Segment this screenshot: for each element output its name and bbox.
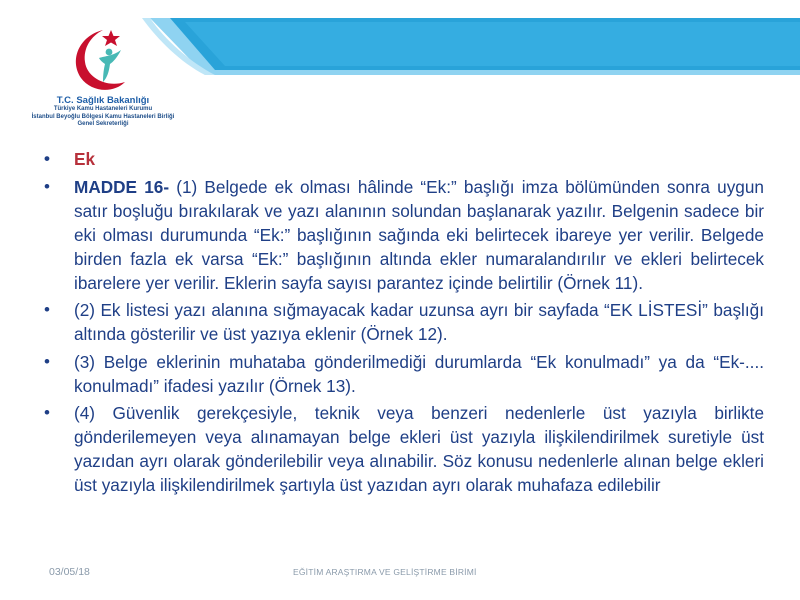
org-line: İstanbul Beyoğlu Bölgesi Kamu Hastaneleri Birliği: [31, 113, 175, 120]
ministry-logo-icon: [63, 26, 143, 94]
logo-block: [18, 26, 188, 129]
section-heading: • Ek: [44, 147, 764, 171]
footer-date: 03/05/18: [49, 566, 90, 578]
paragraph-text: (2) Ek listesi yazı alanına sığmayacak kadar uzunsa ayrı bir sayfada “EK LİSTESİ” başlığı altında gösterilir ve üst yazıya eklenir (Örnek 12).: [74, 300, 764, 344]
paragraph-text: (1) Belgede ek olması hâlinde “Ek:” başlığı imza bölümünden sonra uygun satır boşluğu bırakılarak ve yazı alanının solundan başlanarak yazılır. Belgenin sadece bir eki olması durumunda “Ek:” başlığının sağında eki belirtecek ibareye yer verilir. Belgede birden fazla ek varsa “Ek:” başlığının altında ekler numaralandırılır ve ekleri belirtecek ibarelere yer verilir. Eklerin sayfa sayısı parantez içinde belirtilir (Örnek 11).: [74, 176, 764, 293]
article-label: MADDE 16-: [74, 176, 170, 197]
paragraph-text: (4) Güvenlik gerekçesiyle, teknik veya benzeri nedenlerle üst yazıyla birlikte gönderilemeyen veya alınamayan belge ekleri üst yazıyla ilişkilendirilmek suretiyle üst yazıdan ayrı olarak gönderilebilir veya alınabilir. Söz konusu nedenlerle alınan belge ekleri üst yazıyla ilişkilendirilmek şartıyla üst yazıdan ayrı olarak muhafaza edilebilir: [74, 403, 764, 495]
org-line: Genel Sekreterliği: [77, 121, 129, 127]
list-item: [44, 298, 764, 346]
list-item: [44, 175, 764, 295]
list-item: [44, 401, 764, 497]
footer-unit: EĞİTİM ARAŞTIRMA VE GELİŞTİRME BİRİMİ: [293, 567, 477, 577]
list-item: [44, 350, 764, 398]
org-line: Türkiye Kamu Hastaneleri Kurumu: [53, 106, 153, 112]
ministry-name: T.C. Sağlık Bakanlığı: [56, 95, 150, 106]
content-list: [44, 147, 764, 501]
paragraph-text: (3) Belge eklerinin muhataba gönderilmediği durumlarda “Ek konulmadı” ya da “Ek-.... konulmadı” ifadesi yazılır (Örnek 13).: [74, 351, 764, 396]
